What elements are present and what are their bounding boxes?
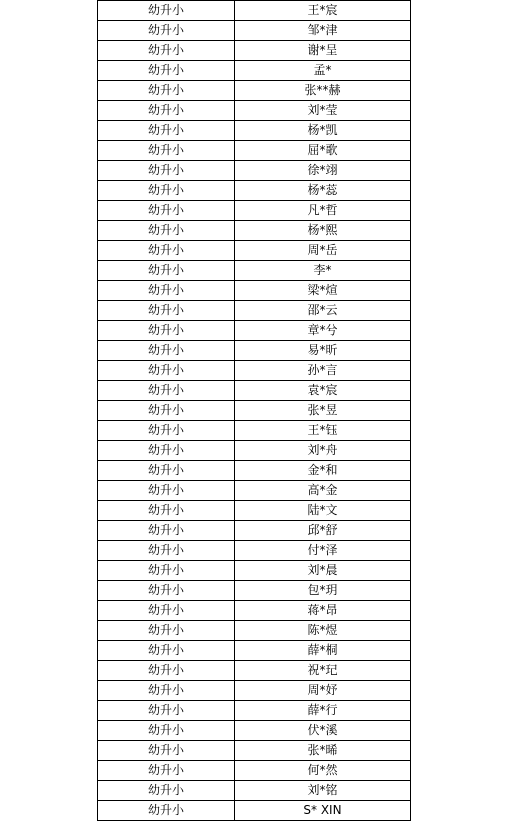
student-name-cell: 袁*宸	[235, 381, 411, 401]
table-row	[98, 501, 411, 521]
table-row	[98, 681, 411, 701]
student-name-cell: 李*	[235, 261, 411, 281]
enrollment-type-cell: 幼升小	[98, 41, 235, 61]
table-row	[98, 61, 411, 81]
enrollment-type-cell: 幼升小	[98, 321, 235, 341]
roster-table-body	[98, 1, 411, 821]
student-name-cell: 祝*玘	[235, 661, 411, 681]
table-row	[98, 721, 411, 741]
student-name-cell: 包*玥	[235, 581, 411, 601]
student-name-cell: 徐*翊	[235, 161, 411, 181]
enrollment-type-cell: 幼升小	[98, 241, 235, 261]
student-name-cell: 易*昕	[235, 341, 411, 361]
table-row	[98, 421, 411, 441]
table-row	[98, 281, 411, 301]
roster-sheet	[97, 0, 410, 821]
student-name-cell: 邵*云	[235, 301, 411, 321]
enrollment-type-cell: 幼升小	[98, 181, 235, 201]
student-name-cell: 张*昱	[235, 401, 411, 421]
table-row	[98, 441, 411, 461]
table-row	[98, 41, 411, 61]
table-row	[98, 601, 411, 621]
table-row	[98, 121, 411, 141]
student-name-cell: 梁*煊	[235, 281, 411, 301]
enrollment-type-cell: 幼升小	[98, 201, 235, 221]
enrollment-type-cell: 幼升小	[98, 281, 235, 301]
enrollment-type-cell: 幼升小	[98, 141, 235, 161]
table-row	[98, 21, 411, 41]
enrollment-type-cell: 幼升小	[98, 61, 235, 81]
enrollment-type-cell: 幼升小	[98, 561, 235, 581]
table-row	[98, 321, 411, 341]
enrollment-type-cell: 幼升小	[98, 681, 235, 701]
enrollment-type-cell: 幼升小	[98, 781, 235, 801]
student-name-cell: 周*妤	[235, 681, 411, 701]
student-name-cell: 王*宸	[235, 1, 411, 21]
table-row	[98, 101, 411, 121]
table-row	[98, 221, 411, 241]
student-name-cell: 刘*莹	[235, 101, 411, 121]
enrollment-type-cell: 幼升小	[98, 621, 235, 641]
table-row	[98, 781, 411, 801]
table-row	[98, 761, 411, 781]
table-row	[98, 541, 411, 561]
enrollment-type-cell: 幼升小	[98, 661, 235, 681]
student-name-cell: 凡*哲	[235, 201, 411, 221]
table-row	[98, 581, 411, 601]
student-name-cell: 薛*桐	[235, 641, 411, 661]
enrollment-type-cell: 幼升小	[98, 361, 235, 381]
enrollment-type-cell: 幼升小	[98, 401, 235, 421]
student-name-cell: 薛*行	[235, 701, 411, 721]
table-row	[98, 181, 411, 201]
student-name-cell: 陈*煜	[235, 621, 411, 641]
table-row	[98, 701, 411, 721]
table-row	[98, 741, 411, 761]
enrollment-type-cell: 幼升小	[98, 341, 235, 361]
enrollment-type-cell: 幼升小	[98, 741, 235, 761]
student-name-cell: 杨*凯	[235, 121, 411, 141]
student-name-cell: S* XIN	[235, 801, 411, 821]
student-name-cell: 蒋*昂	[235, 601, 411, 621]
student-name-cell: 谢*呈	[235, 41, 411, 61]
table-row	[98, 401, 411, 421]
table-row	[98, 1, 411, 21]
table-row	[98, 301, 411, 321]
enrollment-type-cell: 幼升小	[98, 801, 235, 821]
table-row	[98, 481, 411, 501]
enrollment-type-cell: 幼升小	[98, 1, 235, 21]
enrollment-type-cell: 幼升小	[98, 21, 235, 41]
table-row	[98, 561, 411, 581]
enrollment-type-cell: 幼升小	[98, 581, 235, 601]
student-name-cell: 杨*蕊	[235, 181, 411, 201]
enrollment-type-cell: 幼升小	[98, 161, 235, 181]
enrollment-type-cell: 幼升小	[98, 501, 235, 521]
enrollment-type-cell: 幼升小	[98, 761, 235, 781]
table-row	[98, 261, 411, 281]
table-row	[98, 241, 411, 261]
roster-table	[97, 0, 411, 821]
table-row	[98, 801, 411, 821]
enrollment-type-cell: 幼升小	[98, 481, 235, 501]
student-name-cell: 金*和	[235, 461, 411, 481]
table-row	[98, 341, 411, 361]
enrollment-type-cell: 幼升小	[98, 521, 235, 541]
student-name-cell: 章*兮	[235, 321, 411, 341]
enrollment-type-cell: 幼升小	[98, 221, 235, 241]
enrollment-type-cell: 幼升小	[98, 441, 235, 461]
student-name-cell: 刘*晨	[235, 561, 411, 581]
enrollment-type-cell: 幼升小	[98, 81, 235, 101]
student-name-cell: 陆*文	[235, 501, 411, 521]
enrollment-type-cell: 幼升小	[98, 641, 235, 661]
table-row	[98, 141, 411, 161]
enrollment-type-cell: 幼升小	[98, 461, 235, 481]
table-row	[98, 661, 411, 681]
enrollment-type-cell: 幼升小	[98, 381, 235, 401]
student-name-cell: 邱*舒	[235, 521, 411, 541]
table-row	[98, 521, 411, 541]
enrollment-type-cell: 幼升小	[98, 601, 235, 621]
student-name-cell: 邹*津	[235, 21, 411, 41]
enrollment-type-cell: 幼升小	[98, 421, 235, 441]
student-name-cell: 何*然	[235, 761, 411, 781]
student-name-cell: 张*晞	[235, 741, 411, 761]
table-row	[98, 81, 411, 101]
table-row	[98, 641, 411, 661]
student-name-cell: 杨*熙	[235, 221, 411, 241]
student-name-cell: 孙*言	[235, 361, 411, 381]
student-name-cell: 张**赫	[235, 81, 411, 101]
table-row	[98, 381, 411, 401]
student-name-cell: 屈*歌	[235, 141, 411, 161]
student-name-cell: 高*金	[235, 481, 411, 501]
table-row	[98, 461, 411, 481]
student-name-cell: 孟*	[235, 61, 411, 81]
table-row	[98, 201, 411, 221]
student-name-cell: 伏*溪	[235, 721, 411, 741]
student-name-cell: 周*岳	[235, 241, 411, 261]
table-row	[98, 361, 411, 381]
enrollment-type-cell: 幼升小	[98, 541, 235, 561]
enrollment-type-cell: 幼升小	[98, 701, 235, 721]
student-name-cell: 刘*铭	[235, 781, 411, 801]
enrollment-type-cell: 幼升小	[98, 301, 235, 321]
table-row	[98, 161, 411, 181]
student-name-cell: 付*泽	[235, 541, 411, 561]
enrollment-type-cell: 幼升小	[98, 101, 235, 121]
enrollment-type-cell: 幼升小	[98, 121, 235, 141]
student-name-cell: 刘*舟	[235, 441, 411, 461]
student-name-cell: 王*钰	[235, 421, 411, 441]
enrollment-type-cell: 幼升小	[98, 261, 235, 281]
enrollment-type-cell: 幼升小	[98, 721, 235, 741]
table-row	[98, 621, 411, 641]
